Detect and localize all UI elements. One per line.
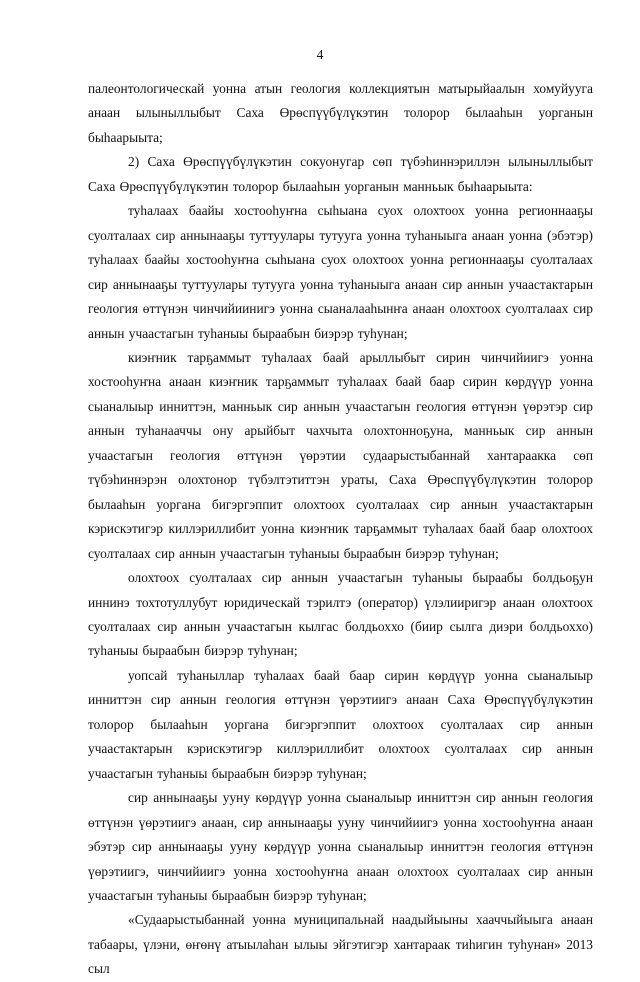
paragraph-common-minerals: киэҥник тарҕаммыт туһалаах баай арыллыбыт сирин чинчийиигэ уонна хостооһуҥна анаан киэҥник тарҕаммыт туһалаах баай баар сирин көрдүүр уонна сыаналыыр инниттэн, манньык сир аннын учаастагын геология өттүнэн үөрэтэр сир аннын туһанааччы ону арыйбыт чахчыта олохтонноҕуна, манньык сир аннын учаастагын геология өттүнэн үөрэтии судаарыстыбаннай хантараакка сөп түбэһиннэрэн олохтонор түбэлтэтиттэн ураты, Саха Өрөспүүбүлүкэтин толорор былааһын уоргана бигэргэппит олохтоох суолталаах сир аннын учаастактарын кэрискэтигэр киллэриллибит уонна киэҥник тарҕаммыт туһалаах баай баар олохтоох суолталаах сир аннын учаастагын туһаныы быраабын биэрэр туһунан; [88, 349, 593, 561]
paragraph-geological-study: уопсай туһаныллар туһалаах баай баар сирин көрдүүр уонна сыаналыыр инниттэн сир аннын геология өттүнэн үөрэтиигэ анаан Саха Өрөспүүбүлүкэтин толорор былааһын уоргана бигэргэппит олохтоох суолталаах сир аннын учаастактарын кэрискэтигэр киллэриллибит олохтоох суолталаах сир аннын учаастагын туһаныы быраабын биэрэр туһунан; [88, 667, 593, 781]
document-body [88, 77, 593, 982]
paragraph-continuation: палеонтологическай уонна атын геология коллекциятын матырыйаалын хомуйууга анаан ылыныллыбыт Саха Өрөспүүбүлүкэтин толорор былааһын уорганын быһаарыыта; [88, 81, 593, 145]
paragraph-procurement-law: «Судаарыстыбаннай уонна муниципальнай наадыйыыны хааччыйыыга анаан табаары, үлэни, өҥөнү атыылаһан ылыы эйгэтигэр хантараак тиһигин туһунан» 2013 сыл [88, 912, 593, 977]
page-number: 4 [316, 47, 324, 62]
paragraph-subsoil-structures: туһалаах баайы хостооһуҥна сыһыана суох олохтоох уонна регионнааҕы суолталаах сир аннынааҕы туттуулары тутууга уонна туһаныыга анаан уонна (эбэтэр) туһалаах баайы хостооһуҥна сыһыана суох олохтоох уонна регионнааҕы суолталаах сир аннынааҕы туттуулары тутууга уонна туһаныыга анаан сир аннын учаастактарын геология өттүнэн чинчийиинигэ уонна сыаналааһынҥа анаан олохтоох суолталаах сир аннын учаастагын туһаныы быраабын биэрэр туһунан; [88, 203, 593, 341]
paragraph-item-2: 2) Саха Өрөспүүбүлүкэтин сокуонугар сөп түбэһиннэриллэн ылыныллыбыт Саха Өрөспүүбүлүкэтин толорор былааһын уорганын манньык быһаарыыта: [88, 154, 593, 194]
paragraph-short-term-right: олохтоох суолталаах сир аннын учаастагын туһаныы быраабы болдьоҕун иннинэ тохтотуллубут юридическай тэрилтэ (оператор) үлэлииригэр анаан олохтоох суолталаах сир аннын учаастагын кылгас болдьоххо (биир сылга диэри болдьоххо) туһаныы быраабын биэрэр туһунан; [88, 570, 593, 659]
paragraph-groundwater: сир аннынааҕы ууну көрдүүр уонна сыаналыыр инниттэн сир аннын геология өттүнэн үөрэтиигэ анаан, сир аннынааҕы ууну чинчийиигэ уонна хостооһуҥна анаан эбэтэр сир аннынааҕы ууну көрдүүр уонна сыаналыыр инниттэн геология өттүнэн үөрэтиигэ, чинчийиигэ уонна хостооһуҥна анаан олохтоох суолталаах сир аннын учаастагын туһаныы быраабын биэрэр туһунан; [88, 790, 593, 903]
